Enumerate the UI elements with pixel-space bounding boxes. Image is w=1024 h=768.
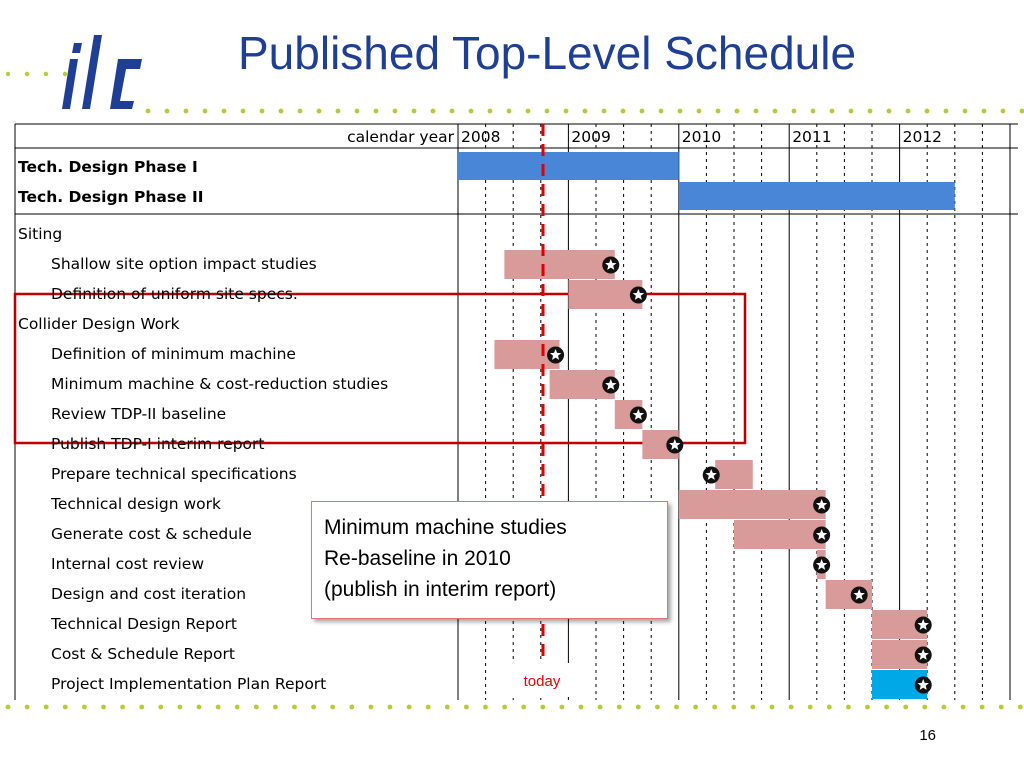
year-tick-label: 2009 [571, 128, 611, 146]
task-label: Technical design work [51, 495, 221, 513]
dot [540, 705, 545, 710]
dot [407, 705, 412, 710]
task-bar [679, 490, 826, 519]
dot [849, 109, 854, 114]
dot [583, 109, 588, 114]
dot [222, 109, 227, 114]
year-tick-label: 2012 [902, 128, 943, 146]
dot [25, 705, 30, 710]
dot [735, 109, 740, 114]
task-label: Design and cost iteration [51, 585, 247, 603]
dot [260, 109, 265, 114]
dot [640, 109, 645, 114]
dot [830, 109, 835, 114]
dot [980, 705, 985, 710]
callout-line: Re-baseline in 2010 [324, 547, 511, 570]
dot [903, 705, 908, 710]
dot [273, 705, 278, 710]
slide-title: Published Top-Level Schedule [238, 27, 857, 79]
decorative-dots-top [0, 64, 1024, 124]
dot [445, 705, 450, 710]
dot [44, 72, 48, 76]
dot [241, 109, 246, 114]
dot [963, 109, 968, 114]
dot [617, 705, 622, 710]
dot [579, 705, 584, 710]
task-label: Cost & Schedule Report [51, 645, 235, 663]
dot [716, 109, 721, 114]
dot [942, 705, 947, 710]
dot [564, 109, 569, 114]
dot [754, 109, 759, 114]
dot [712, 705, 717, 710]
task-label: Technical Design Report [51, 615, 237, 633]
callout-line: Minimum machine studies [324, 516, 567, 539]
dot [6, 705, 11, 710]
calendar-year-header: calendar year [347, 128, 454, 146]
dot [120, 705, 125, 710]
dot [770, 705, 775, 710]
dot [884, 705, 889, 710]
dot [63, 72, 67, 76]
dot [44, 705, 49, 710]
dot [922, 705, 927, 710]
task-label: Internal cost review [51, 555, 205, 573]
dot [393, 109, 398, 114]
dot [773, 109, 778, 114]
dot [678, 109, 683, 114]
dot [507, 109, 512, 114]
task-label: Minimum machine & cost-reduction studies [51, 375, 389, 393]
dot [203, 109, 208, 114]
phase-bar [679, 182, 955, 210]
year-tick-label: 2010 [681, 128, 722, 146]
dot [63, 705, 68, 710]
dot [602, 109, 607, 114]
dot [731, 705, 736, 710]
dot [355, 109, 360, 114]
callout-box [311, 501, 668, 619]
dot [999, 705, 1004, 710]
task-label: Siting [18, 225, 63, 243]
decorative-dots-bottom [0, 700, 1024, 714]
year-tick-label: 2011 [792, 128, 832, 146]
dot [868, 109, 873, 114]
dot [636, 705, 641, 710]
dot [25, 72, 29, 76]
task-label: Prepare technical specifications [51, 465, 297, 483]
dot [1020, 109, 1024, 114]
dot [450, 109, 455, 114]
task-bar [715, 460, 753, 489]
dot [311, 705, 316, 710]
dot [1001, 109, 1006, 114]
dot [925, 109, 930, 114]
dot [488, 109, 493, 114]
dot [349, 705, 354, 710]
task-label: Collider Design Work [18, 315, 180, 333]
callout-line: (publish in interim report) [324, 578, 557, 601]
year-tick-label: 2008 [461, 128, 501, 146]
dot [216, 705, 221, 710]
dot [412, 109, 417, 114]
dot [865, 705, 870, 710]
dot [827, 705, 832, 710]
dot [431, 109, 436, 114]
dot [961, 705, 966, 710]
dot [469, 109, 474, 114]
dot [789, 705, 794, 710]
dot [560, 705, 565, 710]
dot [887, 109, 892, 114]
dot [1018, 705, 1023, 710]
dot [545, 109, 550, 114]
dot [369, 705, 374, 710]
dot [317, 109, 322, 114]
page-number: 16 [919, 727, 936, 744]
phase-label: Tech. Design Phase I [18, 158, 198, 176]
phase-label: Tech. Design Phase II [18, 188, 204, 206]
dot [82, 705, 87, 710]
dot [674, 705, 679, 710]
dot [254, 705, 259, 710]
dot [178, 705, 183, 710]
task-label: Generate cost & schedule [51, 525, 252, 543]
task-label: Project Implementation Plan Report [51, 675, 327, 693]
task-label: Definition of uniform site specs. [51, 285, 298, 303]
dot [521, 705, 526, 710]
dot [158, 705, 163, 710]
dot [139, 705, 144, 710]
dot [751, 705, 756, 710]
dot [298, 109, 303, 114]
dot [808, 705, 813, 710]
dot [944, 109, 949, 114]
task-bar [734, 520, 826, 549]
task-label: Review TDP-II baseline [51, 405, 227, 423]
task-bar [504, 250, 614, 279]
dot [388, 705, 393, 710]
dot [165, 109, 170, 114]
dot [655, 705, 660, 710]
dot [792, 109, 797, 114]
dot [101, 705, 106, 710]
dot [502, 705, 507, 710]
dot [184, 109, 189, 114]
dot [330, 705, 335, 710]
dot [6, 72, 10, 76]
dot [621, 109, 626, 114]
dot [659, 109, 664, 114]
dot [598, 705, 603, 710]
today-label: today [512, 663, 572, 697]
dot [374, 109, 379, 114]
dot [483, 705, 488, 710]
dot [697, 109, 702, 114]
dot [693, 705, 698, 710]
dot [292, 705, 297, 710]
dot [846, 705, 851, 710]
task-label: Shallow site option impact studies [51, 255, 317, 273]
dot [197, 705, 202, 710]
dot [906, 109, 911, 114]
dot [146, 109, 151, 114]
dot [811, 109, 816, 114]
dot [526, 109, 531, 114]
task-label: Publish TDP-I interim report [51, 435, 265, 453]
dot [426, 705, 431, 710]
dot [279, 109, 284, 114]
dot [982, 109, 987, 114]
phase-bar [458, 152, 679, 180]
task-label: Definition of minimum machine [51, 345, 296, 363]
dot [464, 705, 469, 710]
dot [235, 705, 240, 710]
dot [336, 109, 341, 114]
